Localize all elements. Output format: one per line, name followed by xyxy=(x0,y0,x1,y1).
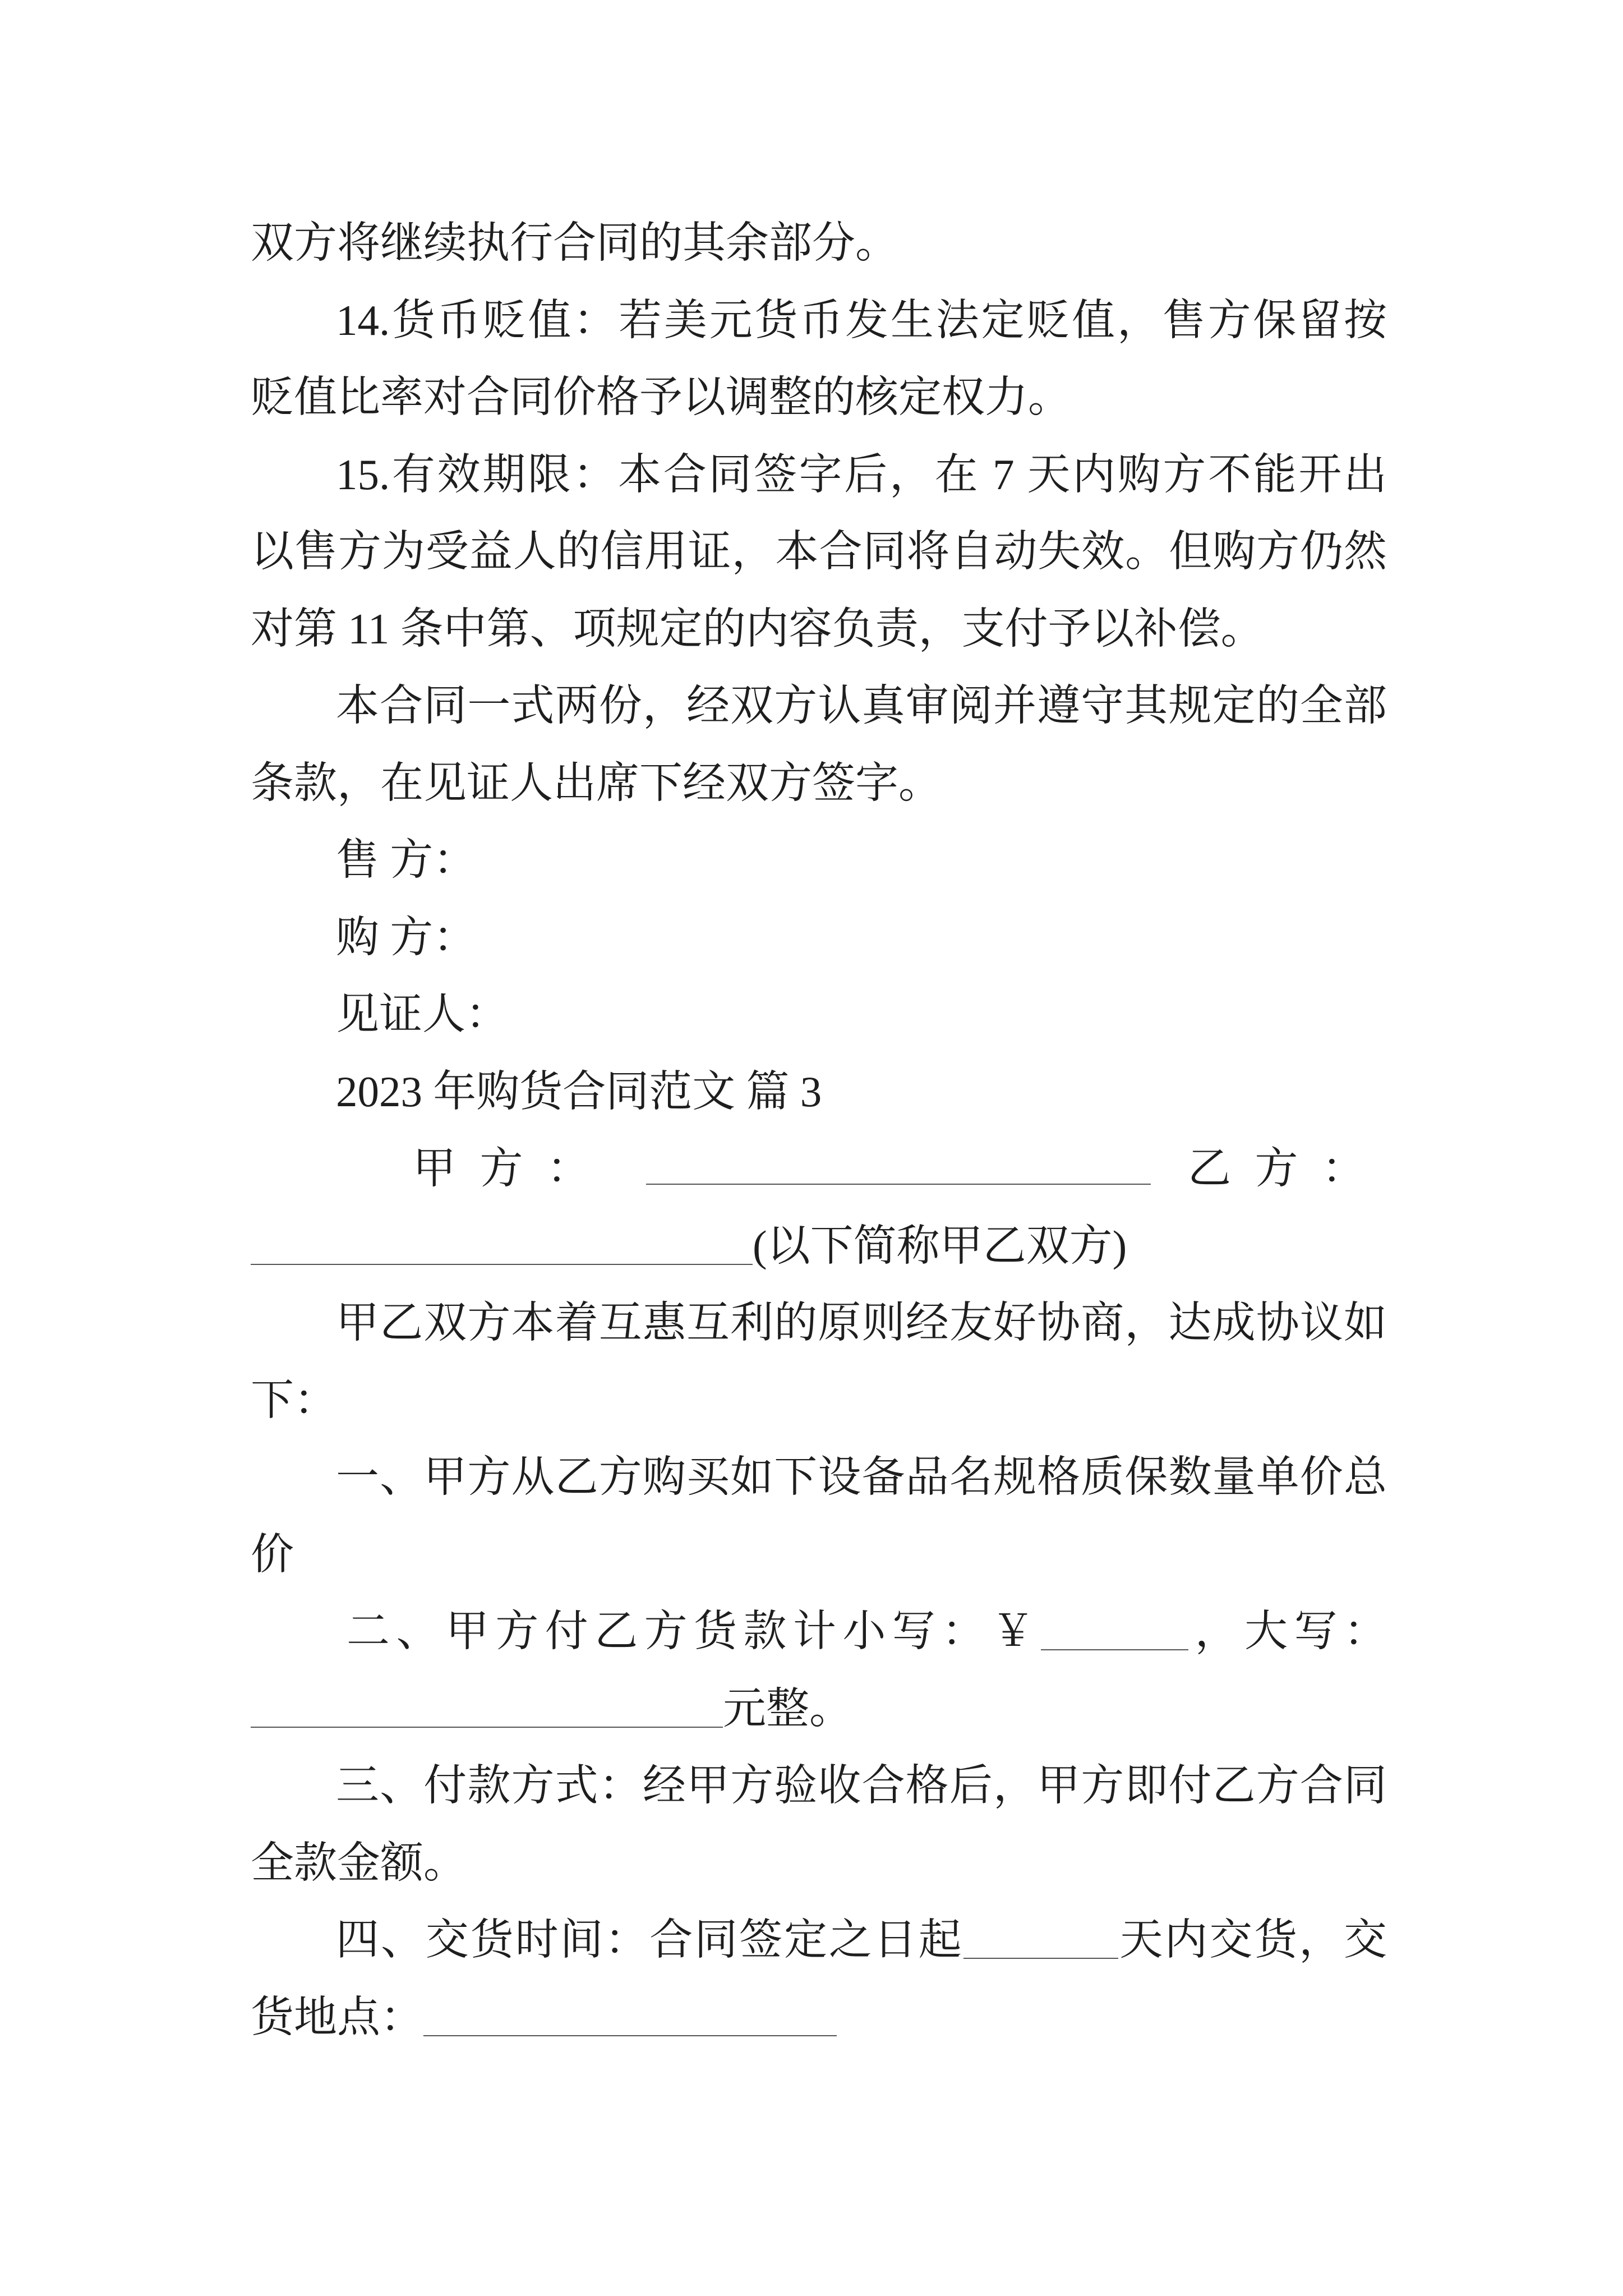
amount-lowercase-blank xyxy=(1041,1616,1188,1650)
item-2-line-1 xyxy=(251,1593,1387,1671)
party-b-blank xyxy=(251,1230,753,1265)
item-3-line-2: 全款金额。 xyxy=(251,1838,467,1887)
party-a-blank xyxy=(646,1184,1151,1185)
parties-note-line xyxy=(251,1208,1387,1285)
delivery-days-blank xyxy=(963,1924,1118,1959)
item-3-line-1: 三、付款方式：经甲方验收合格后，甲方即付乙方合同 xyxy=(336,1761,1387,1810)
item-1-line-2: 价 xyxy=(251,1530,294,1579)
party-b-label: 乙 方 ： xyxy=(1188,1144,1365,1193)
item-4-line-2 xyxy=(251,1979,1387,2056)
party-a-label: 甲 方 ： xyxy=(413,1144,590,1193)
witness-signature: 见证人： xyxy=(336,990,509,1038)
item-2-middle: ，大写： xyxy=(1188,1607,1387,1655)
parties-note: (以下简称甲乙双方) xyxy=(753,1221,1127,1270)
item-4-middle: 天内交货，交 xyxy=(1118,1916,1387,1964)
amount-uppercase-blank xyxy=(251,1693,723,1728)
clause-15-line-3: 对第 11 条中第、项规定的内容负责，支付予以补偿。 xyxy=(251,604,1264,653)
item-1-line-1: 一、甲方从乙方购买如下设备品名规格质保数量单价总 xyxy=(336,1453,1387,1501)
delivery-location-label: 货地点： xyxy=(251,1993,423,2041)
item-4-prefix: 四、交货时间：合同签定之日起 xyxy=(336,1916,963,1964)
item-2-suffix: 元整。 xyxy=(723,1684,852,1733)
document-body xyxy=(251,205,1387,2056)
clause-14-line-2: 贬值比率对合同价格予以调整的核定权力。 xyxy=(251,373,1071,421)
parties-line xyxy=(251,1130,1387,1208)
item-2-line-2 xyxy=(251,1671,1387,1748)
item-2-prefix: 二、甲方付乙方货款计小写：￥ xyxy=(347,1607,1041,1655)
section-title: 2023 年购货合同范文 篇 3 xyxy=(336,1067,822,1116)
delivery-location-blank xyxy=(423,2001,837,2036)
clause-15-line-2: 以售方为受益人的信用证，本合同将自动失效。但购方仍然 xyxy=(251,527,1387,576)
buyer-signature: 购 方： xyxy=(336,913,477,961)
intro-line-2: 下： xyxy=(251,1375,337,1424)
closing-line-2: 条款，在见证人出席下经双方签字。 xyxy=(251,758,942,807)
seller-signature: 售 方： xyxy=(336,836,477,884)
closing-line-1: 本合同一式两份，经双方认真审阅并遵守其规定的全部 xyxy=(336,682,1387,730)
clause-15-line-1: 15.有效期限：本合同签字后，在 7 天内购方不能开出 xyxy=(336,450,1387,499)
item-4-line-1 xyxy=(251,1902,1387,1979)
clause-13-end: 双方将继续执行合同的其余部分。 xyxy=(251,219,898,267)
clause-14-line-1: 14.货币贬值：若美元货币发生法定贬值，售方保留按 xyxy=(336,296,1387,344)
intro-line-1: 甲乙双方本着互惠互利的原则经友好协商，达成协议如 xyxy=(336,1299,1387,1347)
